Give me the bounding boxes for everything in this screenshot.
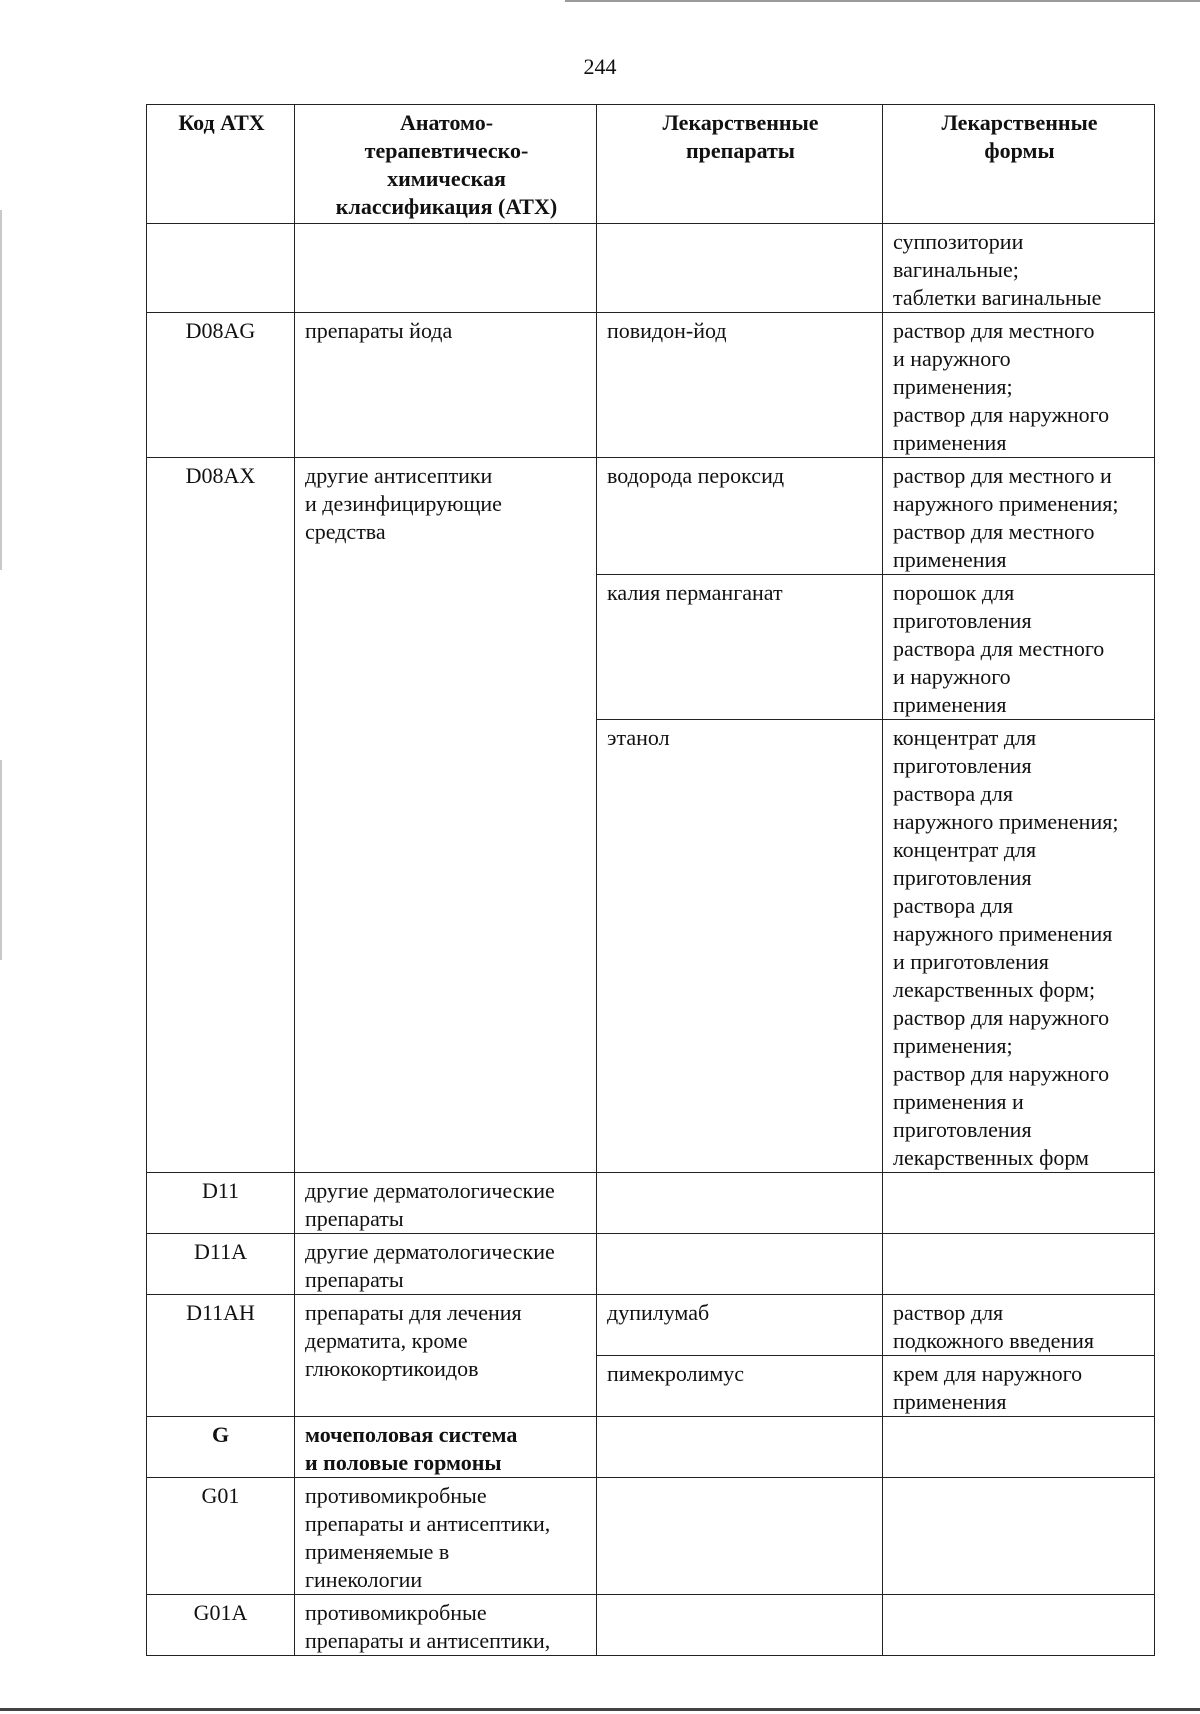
form-line: лекарственных форм xyxy=(893,1145,1089,1170)
form-line: и наружного xyxy=(893,664,1011,689)
forms-cell xyxy=(883,575,1155,720)
form-line: вагинальные; xyxy=(893,257,1019,282)
drug-cell xyxy=(597,458,883,575)
atc-code-cell: G01 xyxy=(147,1478,295,1595)
drug-name: водорода пероксид xyxy=(607,463,785,488)
header-drugs xyxy=(597,105,883,224)
atc-name-line: препараты йода xyxy=(305,318,453,343)
atc-name-cell xyxy=(295,1595,597,1656)
form-line: концентрат для xyxy=(893,837,1037,862)
form-line: приготовления xyxy=(893,1117,1032,1142)
forms-cell xyxy=(883,1417,1155,1478)
atc-code-cell: D11AH xyxy=(147,1295,295,1417)
drug-cell xyxy=(597,575,883,720)
atc-code-cell: D08AX xyxy=(147,458,295,1173)
form-line: приготовления xyxy=(893,608,1032,633)
atc-name-line: применяемые в xyxy=(305,1539,450,1564)
form-line: раствор для наружного xyxy=(893,1005,1110,1030)
drug-cell xyxy=(597,1173,883,1234)
forms-cell xyxy=(883,1595,1155,1656)
header-line: терапевтическо- xyxy=(364,138,529,163)
form-line: раствор для местного xyxy=(893,318,1095,343)
atc-name-cell xyxy=(295,1234,597,1295)
drug-cell xyxy=(597,1478,883,1595)
atc-name-line: другие дерматологические xyxy=(305,1239,555,1264)
atc-name-line: гинекологии xyxy=(305,1567,423,1592)
form-line: лекарственных форм; xyxy=(893,977,1096,1002)
atc-name-line: другие антисептики xyxy=(305,463,493,488)
atc-name-line: препараты для лечения xyxy=(305,1300,522,1325)
form-line: крем для наружного xyxy=(893,1361,1083,1386)
form-line: раствор для местного и xyxy=(893,463,1112,488)
header-line: химическая xyxy=(387,166,506,191)
form-line: раствора для xyxy=(893,893,1013,918)
atc-name-cell xyxy=(295,1173,597,1234)
forms-cell xyxy=(883,1234,1155,1295)
form-line: раствор для наружного xyxy=(893,402,1110,427)
drug-cell xyxy=(597,1295,883,1356)
atc-name-line: препараты и антисептики, xyxy=(305,1628,551,1653)
form-line: применения xyxy=(893,1389,1007,1414)
atc-name-line: мочеполовая система xyxy=(305,1422,518,1447)
forms-cell xyxy=(883,1356,1155,1417)
header-atc-classification xyxy=(295,105,597,224)
atc-name-cell xyxy=(295,1295,597,1417)
atc-name-line: препараты и антисептики, xyxy=(305,1511,551,1536)
forms-cell xyxy=(883,720,1155,1173)
form-line: и приготовления xyxy=(893,949,1049,974)
drug-cell xyxy=(597,1595,883,1656)
drug-cell xyxy=(597,1234,883,1295)
table-header-row xyxy=(147,105,1155,224)
table-row xyxy=(147,313,1155,458)
atc-code-cell: D08AG xyxy=(147,313,295,458)
scan-edge-bottom xyxy=(0,1708,1200,1711)
header-line: Код АТХ xyxy=(178,110,265,135)
drug-name: повидон-йод xyxy=(607,318,727,343)
forms-cell xyxy=(883,1173,1155,1234)
atc-name-cell xyxy=(295,1417,597,1478)
form-line: применения xyxy=(893,547,1007,572)
atc-name-line: средства xyxy=(305,519,386,544)
atc-name-line: и дезинфицирующие xyxy=(305,491,502,516)
atc-name-line: препараты xyxy=(305,1267,404,1292)
drug-name: калия перманганат xyxy=(607,580,783,605)
forms-cell xyxy=(883,1478,1155,1595)
header-atc-code xyxy=(147,105,295,224)
form-line: подкожного введения xyxy=(893,1328,1095,1353)
atc-name-line: противомикробные xyxy=(305,1600,487,1625)
atc-name-cell xyxy=(295,313,597,458)
table-row xyxy=(147,1295,1155,1356)
atc-name-cell xyxy=(295,458,597,1173)
atc-name-line: препараты xyxy=(305,1206,404,1231)
header-line: препараты xyxy=(685,138,795,163)
drug-name: этанол xyxy=(607,725,670,750)
scan-edge-top xyxy=(565,0,1200,2)
atc-code-cell: D11 xyxy=(147,1173,295,1234)
form-line: приготовления xyxy=(893,753,1032,778)
header-dosage-forms xyxy=(883,105,1155,224)
atc-code-cell: D11A xyxy=(147,1234,295,1295)
form-line: порошок для xyxy=(893,580,1015,605)
form-line: применения; xyxy=(893,374,1013,399)
form-line: наружного применения; xyxy=(893,809,1119,834)
drug-cell xyxy=(597,313,883,458)
drug-cell xyxy=(597,1417,883,1478)
atc-name-cell xyxy=(295,224,597,313)
form-line: раствора для местного xyxy=(893,636,1105,661)
page-number: 244 xyxy=(583,54,617,79)
forms-cell xyxy=(883,1295,1155,1356)
form-line: применения; xyxy=(893,1033,1013,1058)
form-line: концентрат для xyxy=(893,725,1037,750)
atc-name-line: противомикробные xyxy=(305,1483,487,1508)
form-line: наружного применения; xyxy=(893,491,1119,516)
header-line: Анатомо- xyxy=(399,110,494,135)
atc-name-line: глюкокортикоидов xyxy=(305,1356,479,1381)
forms-cell xyxy=(883,224,1155,313)
header-line: классификация (АТХ) xyxy=(335,194,558,219)
table-row xyxy=(147,458,1155,575)
drug-cell xyxy=(597,224,883,313)
atc-name-line: и половые гормоны xyxy=(305,1450,502,1475)
atc-name-line: другие дерматологические xyxy=(305,1178,555,1203)
form-line: наружного применения xyxy=(893,921,1113,946)
form-line: таблетки вагинальные xyxy=(893,285,1102,310)
form-line: раствора для xyxy=(893,781,1013,806)
table-row xyxy=(147,1417,1155,1478)
form-line: раствор для местного xyxy=(893,519,1095,544)
table-row xyxy=(147,1595,1155,1656)
scan-edge-left xyxy=(0,210,2,570)
forms-cell xyxy=(883,313,1155,458)
atc-table xyxy=(146,104,1155,1656)
scan-edge-left-lower xyxy=(0,760,2,960)
drug-name: пимекролимус xyxy=(607,1361,745,1386)
table-row xyxy=(147,224,1155,313)
atc-name-line: дерматита, кроме xyxy=(305,1328,468,1353)
form-line: и наружного xyxy=(893,346,1011,371)
table-row xyxy=(147,1234,1155,1295)
form-line: раствор для xyxy=(893,1300,1004,1325)
form-line: применения и xyxy=(893,1089,1024,1114)
form-line: раствор для наружного xyxy=(893,1061,1110,1086)
drug-name: дупилумаб xyxy=(607,1300,710,1325)
table-row xyxy=(147,1478,1155,1595)
drug-cell xyxy=(597,1356,883,1417)
atc-code-cell: G xyxy=(147,1417,295,1478)
header-line: Лекарственные xyxy=(662,110,819,135)
header-line: формы xyxy=(984,138,1055,163)
form-line: применения xyxy=(893,692,1007,717)
atc-name-cell xyxy=(295,1478,597,1595)
header-line: Лекарственные xyxy=(941,110,1098,135)
table-row xyxy=(147,1173,1155,1234)
forms-cell xyxy=(883,458,1155,575)
form-line: приготовления xyxy=(893,865,1032,890)
atc-code-cell: G01A xyxy=(147,1595,295,1656)
form-line: применения xyxy=(893,430,1007,455)
form-line: суппозитории xyxy=(893,229,1024,254)
atc-code-cell xyxy=(147,224,295,313)
drug-cell xyxy=(597,720,883,1173)
